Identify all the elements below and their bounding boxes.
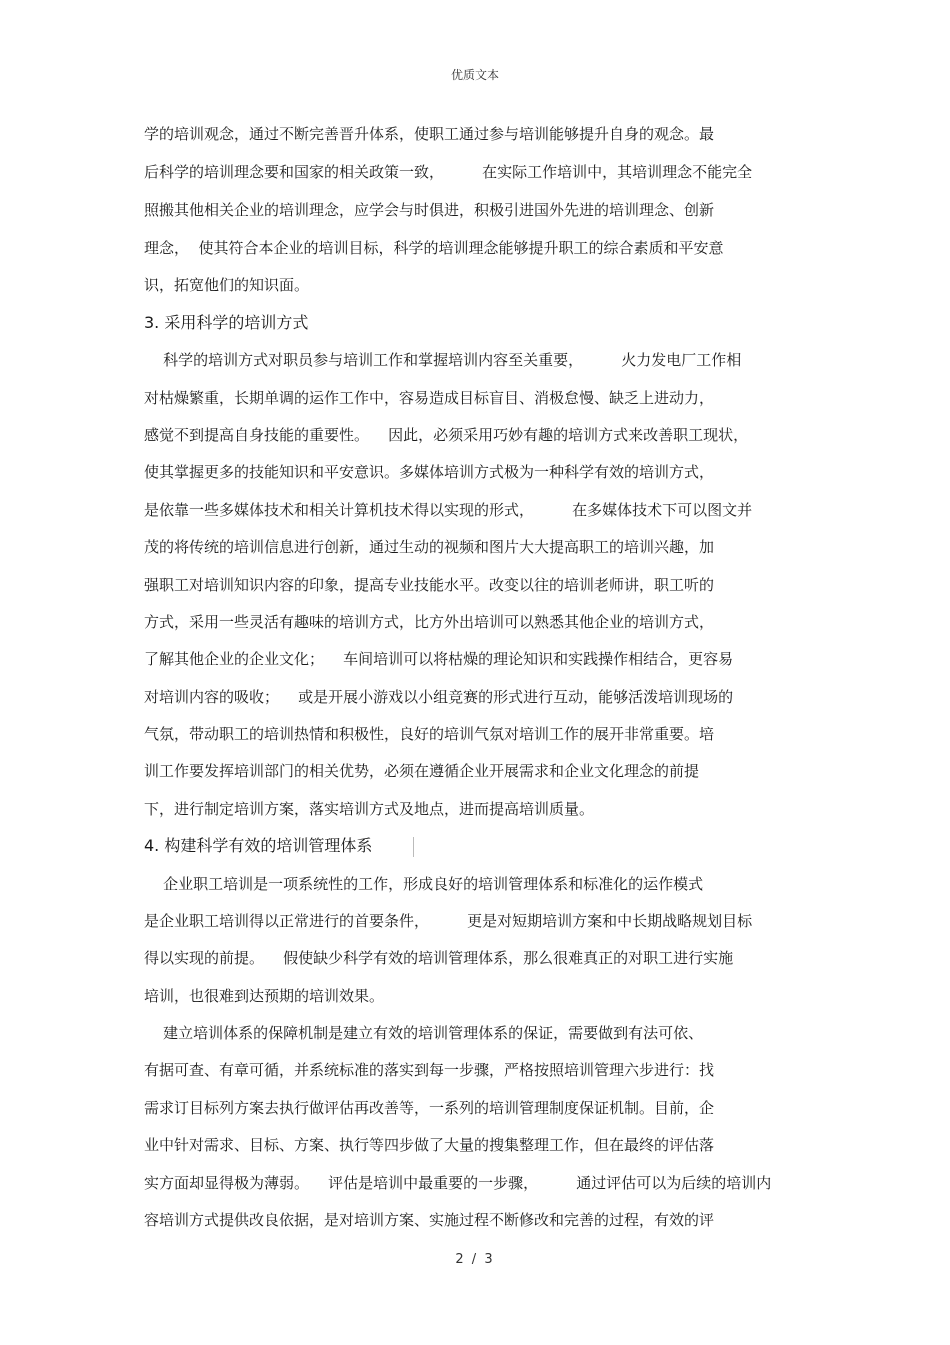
paragraph-line: 方式，采用一些灵活有趣味的培训方式，比方外出培训可以熟悉其他企业的培训方式， — [144, 613, 715, 631]
paragraph-line: 对枯燥繁重，长期单调的运作工作中，容易造成目标盲目、消极怠慢、缺乏上进动力， — [144, 389, 715, 407]
page-number: 2 / 3 — [455, 1252, 495, 1267]
paragraph-line: 科学的培训方式对职员参与培训工作和掌握培训内容至关重要， 火力发电厂工作相 — [144, 351, 742, 369]
paragraph-line: 对培训内容的吸收； 或是开展小游戏以小组竞赛的形式进行互动，能够活泼培训现场的 — [144, 688, 734, 706]
paragraph-line: 下，进行制定培训方案，落实培训方式及地点，进而提高培训质量。 — [144, 800, 595, 818]
paragraph-line: 学的培训观念，通过不断完善晋升体系，使职工通过参与培训能够提升自身的观念。最 — [144, 125, 715, 143]
paragraph-line: 实方面却显得极为薄弱。 评估是培训中最重要的一步骤， 通过评估可以为后续的培训内 — [144, 1174, 772, 1192]
page-header: 优质文本 — [450, 68, 499, 82]
section-heading: 4. 构建科学有效的培训管理体系 — [144, 836, 373, 855]
paragraph-line: 企业职工培训是一项系统性的工作，形成良好的培训管理体系和标准化的运作模式 — [144, 875, 704, 893]
paragraph-line: 理念， 使其符合本企业的培训目标，科学的培训理念能够提升职工的综合素质和平安意 — [144, 239, 724, 257]
paragraph-line: 需求订目标列方案去执行做评估再改善等，一系列的培训管理制度保证机制。目前，企 — [144, 1099, 715, 1117]
paragraph-line: 训工作要发挥培训部门的相关优势，必须在遵循企业开展需求和企业文化理念的前提 — [144, 762, 700, 780]
paragraph-line: 后科学的培训理念要和国家的相关政策一致， 在实际工作培训中，其培训理念不能完全 — [144, 163, 753, 181]
paragraph-line: 有据可查、有章可循，并系统标准的落实到每一步骤，严格按照培训管理六步进行：找 — [144, 1061, 715, 1079]
paragraph-line: 容培训方式提供改良依据，是对培训方案、实施过程不断修改和完善的过程，有效的评 — [144, 1211, 715, 1229]
paragraph-line: 得以实现的前提。 假使缺少科学有效的培训管理体系，那么很难真正的对职工进行实施 — [144, 949, 734, 967]
paragraph-line: 建立培训体系的保障机制是建立有效的培训管理体系的保证，需要做到有法可依、 — [144, 1024, 704, 1042]
section-heading: 3. 采用科学的培训方式 — [144, 313, 309, 332]
paragraph-line: 照搬其他相关企业的培训理念，应学会与时俱进，积极引进国外先进的培训理念、创新 — [144, 201, 715, 219]
text-cursor-mark — [413, 837, 414, 857]
paragraph-line: 气氛，带动职工的培训热情和积极性，良好的培训气氛对培训工作的展开非常重要。培 — [144, 725, 715, 743]
paragraph-line: 业中针对需求、目标、方案、执行等四步做了大量的搜集整理工作，但在最终的评估落 — [144, 1136, 715, 1154]
paragraph-line: 识，拓宽他们的知识面。 — [144, 276, 310, 294]
paragraph-line: 感觉不到提高自身技能的重要性。 因此，必须采用巧妙有趣的培训方式来改善职工现状， — [144, 426, 749, 444]
paragraph-line: 培训，也很难到达预期的培训效果。 — [144, 987, 385, 1005]
paragraph-line: 了解其他企业的企业文化； 车间培训可以将枯燥的理论知识和实践操作相结合，更容易 — [144, 650, 734, 668]
paragraph-line: 强职工对培训知识内容的印象，提高专业技能水平。改变以往的培训老师讲，职工听的 — [144, 576, 715, 594]
paragraph-line: 茂的将传统的培训信息进行创新，通过生动的视频和图片大大提高职工的培训兴趣，加 — [144, 538, 715, 556]
paragraph-line: 是企业职工培训得以正常进行的首要条件， 更是对短期培训方案和中长期战略规划目标 — [144, 912, 753, 930]
paragraph-line: 使其掌握更多的技能知识和平安意识。多媒体培训方式极为一种科学有效的培训方式， — [144, 463, 715, 481]
paragraph-line: 是依靠一些多媒体技术和相关计算机技术得以实现的形式， 在多媒体技术下可以图文并 — [144, 501, 753, 519]
